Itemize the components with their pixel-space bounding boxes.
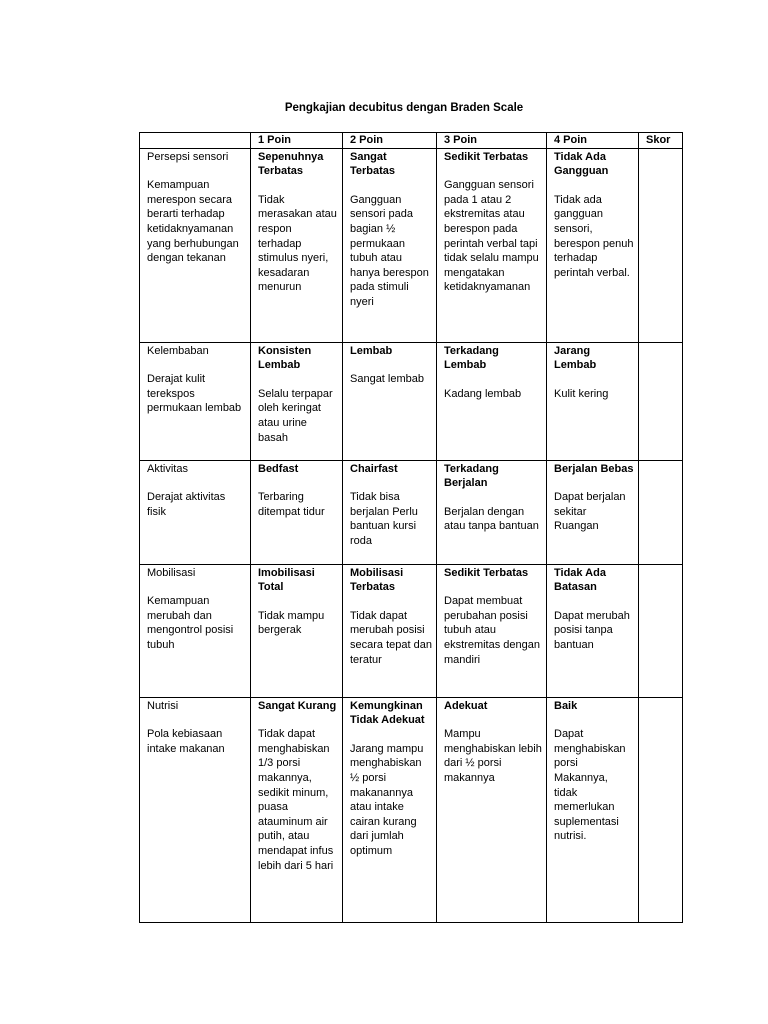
document-title: Pengkajian decubitus dengan Braden Scale [284,102,524,114]
braden-scale-table [139,132,683,923]
poin-description: Tidak ada gangguan sensori, berespon penuh terhadap perintah verbal. [554,193,634,279]
poin-title: Berjalan Bebas [554,462,634,475]
score-cell[interactable] [639,342,683,460]
poin-3-cell [437,460,547,564]
poin-3-cell [437,697,547,922]
poin-2-cell [343,697,437,922]
score-cell[interactable] [639,697,683,922]
category-cell [140,342,251,460]
poin-title: Sepenuhnya Terbatas [258,150,324,178]
poin-description: Dapat merubah posisi tanpa bantuan [554,609,630,651]
poin-description: Tidak mampu bergerak [258,609,325,637]
table-row [140,342,683,460]
poin-title: Bedfast [258,462,299,475]
header-cell-1-poin: 1 Poin [251,133,343,149]
poin-title: Tidak Ada Gangguan [554,150,609,178]
poin-1-cell [251,342,343,460]
poin-4-cell [547,342,639,460]
poin-title: Chairfast [350,462,398,475]
category-cell [140,564,251,697]
category-title: Aktivitas [147,462,188,475]
poin-title: Adekuat [444,699,488,712]
poin-description: Gangguan sensori pada bagian ½ permukaan tubuh atau hanya berespon pada stimuli nyeri [350,193,429,308]
poin-description: Sangat lembab [350,373,424,386]
poin-title: Sangat Terbatas [350,150,396,178]
poin-description: Gangguan sensori pada 1 atau 2 ekstremitas atau berespon pada perintah verbal tapi tidak selalu mampu mengatakan ketidaknyamanan [444,179,539,294]
category-title: Mobilisasi [147,566,196,579]
poin-2-cell [343,342,437,460]
score-cell[interactable] [639,564,683,697]
poin-description: Tidak dapat merubah posisi secara tepat dan teratur [350,609,432,666]
poin-description: Tidak bisa berjalan Perlu bantuan kursi roda [350,491,418,547]
category-description: Kemampuan merubah dan mengontrol posisi tubuh [147,595,234,651]
category-title: Kelembaban [147,344,209,357]
category-cell [140,697,251,922]
poin-3-cell [437,148,547,342]
poin-description: Selalu terpapar oleh keringat atau urine basah [258,387,333,444]
poin-1-cell [251,564,343,697]
poin-description: Jarang mampu menghabiskan ½ porsi makanannya atau intake cairan kurang dari jumlah optimum [350,742,424,857]
poin-description: Kulit kering [554,387,609,400]
poin-title: Baik [554,699,578,712]
poin-title: Lembab [350,344,393,357]
poin-description: Mampu menghabiskan lebih dari ½ porsi makannya [444,728,542,784]
category-title: Persepsi sensori [147,150,229,163]
header-cell-2-poin: 2 Poin [343,133,437,149]
poin-description: Tidak merasakan atau respon terhadap stimulus nyeri, kesadaran menurun [258,193,337,294]
poin-title: Sedikit Terbatas [444,566,529,579]
poin-title: Mobilisasi Terbatas [350,566,404,594]
poin-title: Sedikit Terbatas [444,150,529,163]
table-row [140,564,683,697]
category-description: Kemampuan merespon secara berarti terhadap ketidaknyamanan yang berhubungan dengan tekanan [147,179,239,265]
poin-description: Tidak dapat menghabiskan 1/3 porsi makannya, sedikit minum, puasa atauminum air putih, atau mendapat infus lebih dari 5 hari [258,728,334,872]
poin-title: Jarang Lembab [554,344,597,372]
poin-title: Tidak Ada Batasan [554,566,606,594]
poin-4-cell [547,564,639,697]
score-cell[interactable] [639,460,683,564]
poin-title: Konsisten Lembab [258,344,312,372]
category-cell [140,148,251,342]
poin-1-cell [251,697,343,922]
category-title: Nutrisi [147,699,179,712]
table-header-row [140,133,683,149]
poin-3-cell [437,342,547,460]
poin-4-cell [547,697,639,922]
poin-description: Kadang lembab [444,387,522,400]
category-description: Derajat aktivitas fisik [147,491,226,518]
poin-description: Dapat berjalan sekitar Ruangan [554,491,626,533]
poin-2-cell [343,564,437,697]
category-description: Pola kebiasaan intake makanan [147,728,225,755]
poin-3-cell [437,564,547,697]
poin-4-cell [547,148,639,342]
category-cell [140,460,251,564]
table-row [140,148,683,342]
header-cell-4-poin: 4 Poin [547,133,639,149]
poin-1-cell [251,460,343,564]
poin-title: Terkadang Lembab [444,344,499,372]
poin-description: Dapat menghabiskan porsi Makannya, tidak memerlukan suplementasi nutrisi. [554,728,626,843]
category-description: Derajat kulit terekspos permukaan lembab [147,373,242,415]
score-cell[interactable] [639,148,683,342]
poin-title: Terkadang Berjalan [444,462,499,490]
poin-title: Imobilisasi Total [258,566,315,594]
poin-2-cell [343,148,437,342]
poin-description: Terbaring ditempat tidur [258,491,325,518]
poin-title: Sangat Kurang [258,699,337,712]
poin-description: Dapat membuat perubahan posisi tubuh atau ekstremitas dengan mandiri [444,595,540,666]
poin-title: Kemungkinan Tidak Adekuat [350,699,425,727]
poin-4-cell [547,460,639,564]
poin-1-cell [251,148,343,342]
table-row [140,697,683,922]
header-cell-skor: Skor [639,133,683,149]
poin-description: Berjalan dengan atau tanpa bantuan [444,505,539,533]
poin-2-cell [343,460,437,564]
header-cell-category [140,133,251,149]
header-cell-3-poin: 3 Poin [437,133,547,149]
table-row [140,460,683,564]
